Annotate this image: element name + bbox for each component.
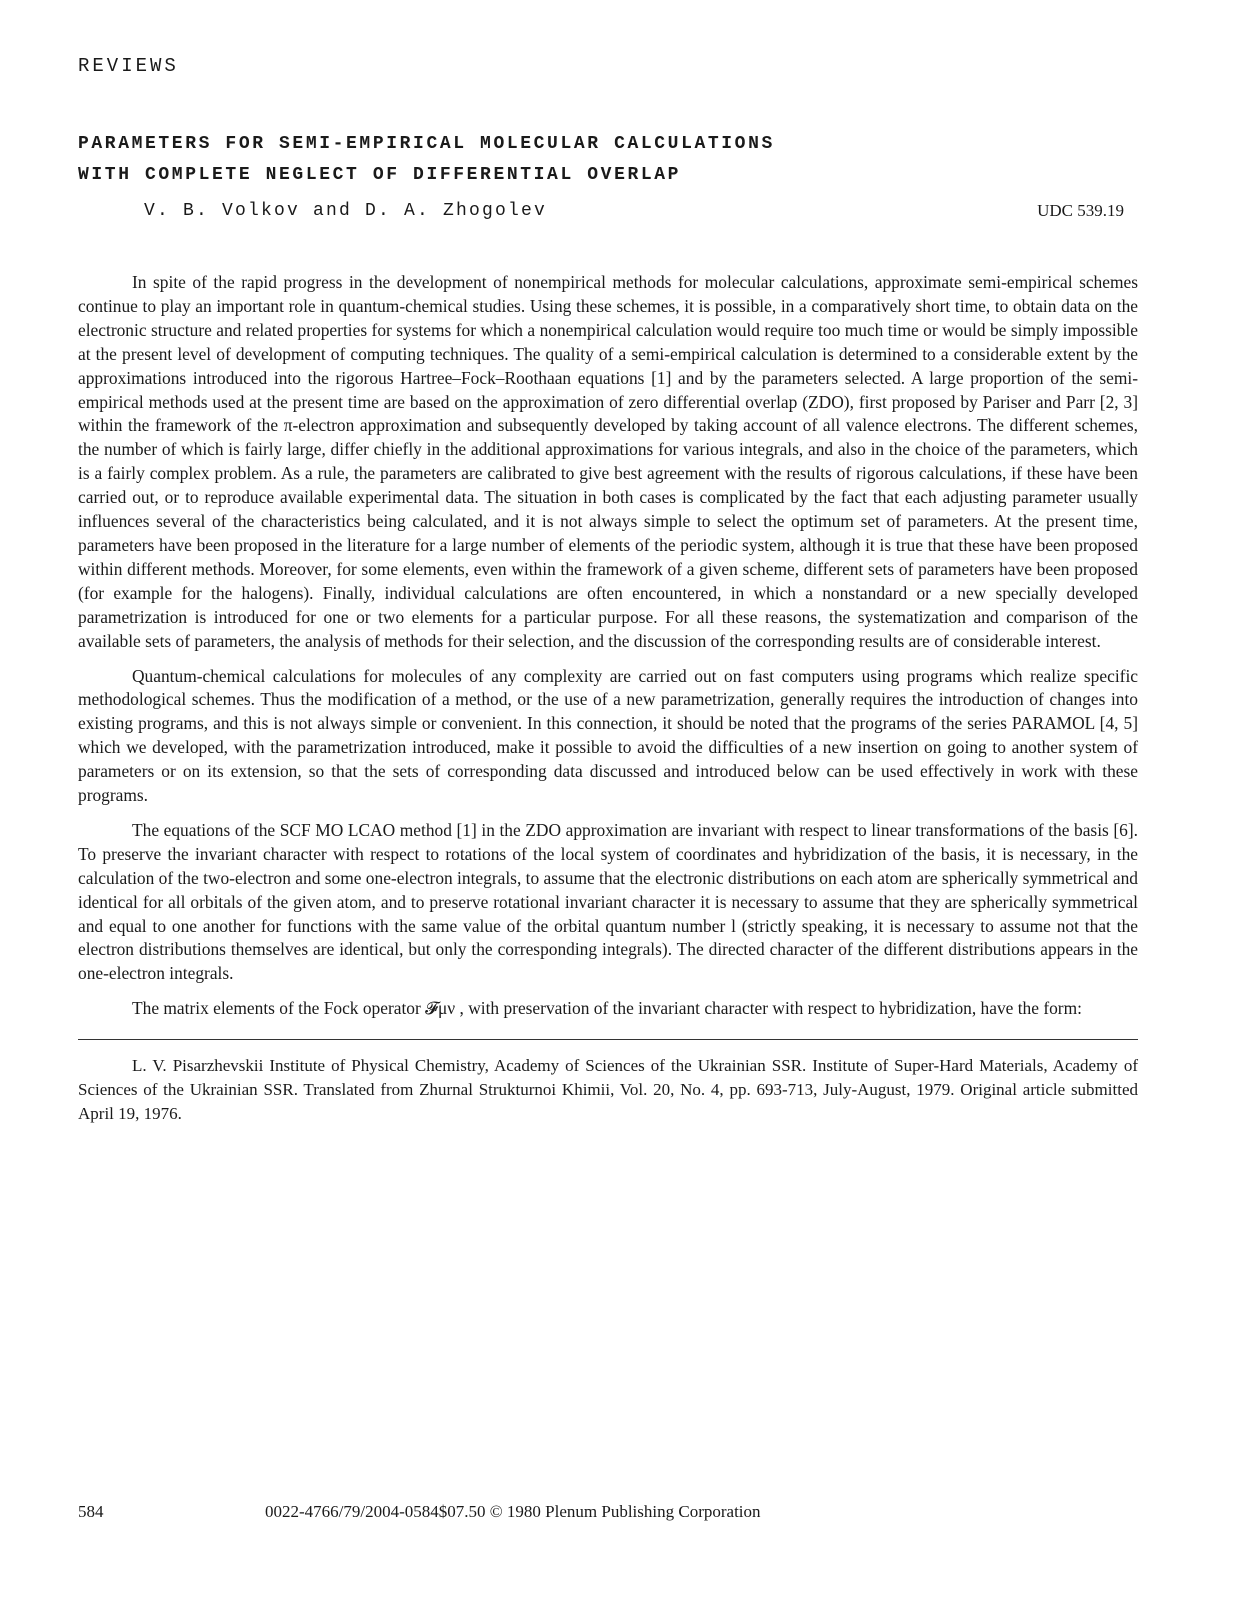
footnote: L. V. Pisarzhevskii Institute of Physical Chemistry, Academy of Sciences of the Ukrainian SSR. Institute of Super-Hard Materials, Academy of Sciences of the Ukrainian SSR. Translated from Zhurnal Strukturnoi Khimii, Vol. 20, No. 4, pp. 693-713, July-August, 1979. Original article submitted April 19, 1976.	[78, 1056, 1138, 1123]
page-footer	[78, 1502, 1138, 1528]
body-paragraph: The equations of the SCF MO LCAO method [1] in the ZDO approximation are invariant with respect to linear transformations of the basis [6]. To preserve the invariant character with respect to rotations of the local system of coordinates and hybridization of the basis, it is necessary, in the calculation of the two-electron and some one-electron integrals, to assume that the electronic distributions on each atom are spherically symmetrical and identical for all orbitals of the given atom, and to preserve rotational invariant character it is necessary to assume that they are spherically symmetrical and equal to one another for functions with the same value of the orbital quantum number l (strictly speaking, it is necessary to assume not that the electron distributions themselves are identical, but only the corresponding integrals). The directed character of the different distributions appears in the one-electron integrals.	[78, 819, 1138, 984]
body-paragraph: In spite of the rapid progress in the development of nonempirical methods for molecular calculations, approximate semi-empirical schemes continue to play an important role in quantum-chemical studies. Using these schemes, it is possible, in a comparatively short time, to obtain data on the electronic structure and related properties for systems for which a nonempirical calculation would require too much time or would be simply impossible at the present level of development of computing techniques. The quality of a semi-empirical calculation is determined to a considerable extent by the approximations introduced into the rigorous Hartree–Fock–Roothaan equations [1] and by the parameters selected. A large proportion of the semi-empirical methods used at the present time are based on the approximation of zero differential overlap (ZDO), first proposed by Pariser and Parr [2, 3] within the framework of the π-electron approximation and subsequently developed by taking account of all valence electrons. The different schemes, the number of which is fairly large, differ chiefly in the additional approximations for various integrals, and also in the choice of the parameters, which is a fairly complex problem. As a rule, the parameters are calibrated to give best agreement with the results of rigorous calculations, if these have been carried out, or to reproduce available experimental data. The situation in both cases is complicated by the fact that each adjusting parameter usually influences several of the characteristics being calculated, and it is not always simple to select the optimum set of parameters. At the present time, parameters have been proposed in the literature for a large number of elements of the periodic system, although it is true that these have been proposed within different methods. Moreover, for some elements, even within the framework of a given scheme, different sets of parameters have been proposed (for example for the halogens). Finally, individual calculations are often encountered, in which a nonstandard or a new specially developed parametrization is introduced for one or two elements for a particular purpose. For all these reasons, the systematization and comparison of the available sets of parameters, the analysis of methods for their selection, and the discussion of the corresponding results are of considerable interest.	[78, 272, 1138, 651]
byline	[78, 201, 1138, 231]
page-number: 584	[78, 1502, 104, 1521]
section-label: REVIEWS	[78, 55, 179, 77]
footnote-divider	[78, 1039, 1138, 1040]
article-body	[78, 271, 1138, 1021]
title-line: WITH COMPLETE NEGLECT OF DIFFERENTIAL OVERLAP	[78, 165, 682, 185]
title-line: PARAMETERS FOR SEMI-EMPIRICAL MOLECULAR CALCULATIONS	[78, 134, 775, 154]
body-paragraph: The matrix elements of the Fock operator 𝓕μν , with preservation of the invariant character with respect to hybridization, have the form:	[132, 998, 1082, 1019]
article-page	[78, 55, 1138, 1126]
article-title	[78, 129, 1138, 191]
copyright-line: 0022-4766/79/2004-0584$07.50 © 1980 Plenum Publishing Corporation	[265, 1502, 761, 1521]
udc-code: UDC 539.19	[1037, 201, 1124, 220]
authors: V. B. Volkov and D. A. Zhogolev	[144, 201, 548, 221]
body-paragraph: Quantum-chemical calculations for molecules of any complexity are carried out on fast computers using programs which realize specific methodological schemes. Thus the modification of a method, or the use of a new parametrization, generally requires the introduction of changes into existing programs, and this is not always simple or convenient. In this connection, it should be noted that the programs of the series PARAMOL [4, 5] which we developed, with the parametrization introduced, make it possible to avoid the difficulties of a new insertion on going to another system of parameters or on its extension, so that the sets of corresponding data discussed and introduced below can be used effectively in work with these programs.	[78, 665, 1138, 806]
